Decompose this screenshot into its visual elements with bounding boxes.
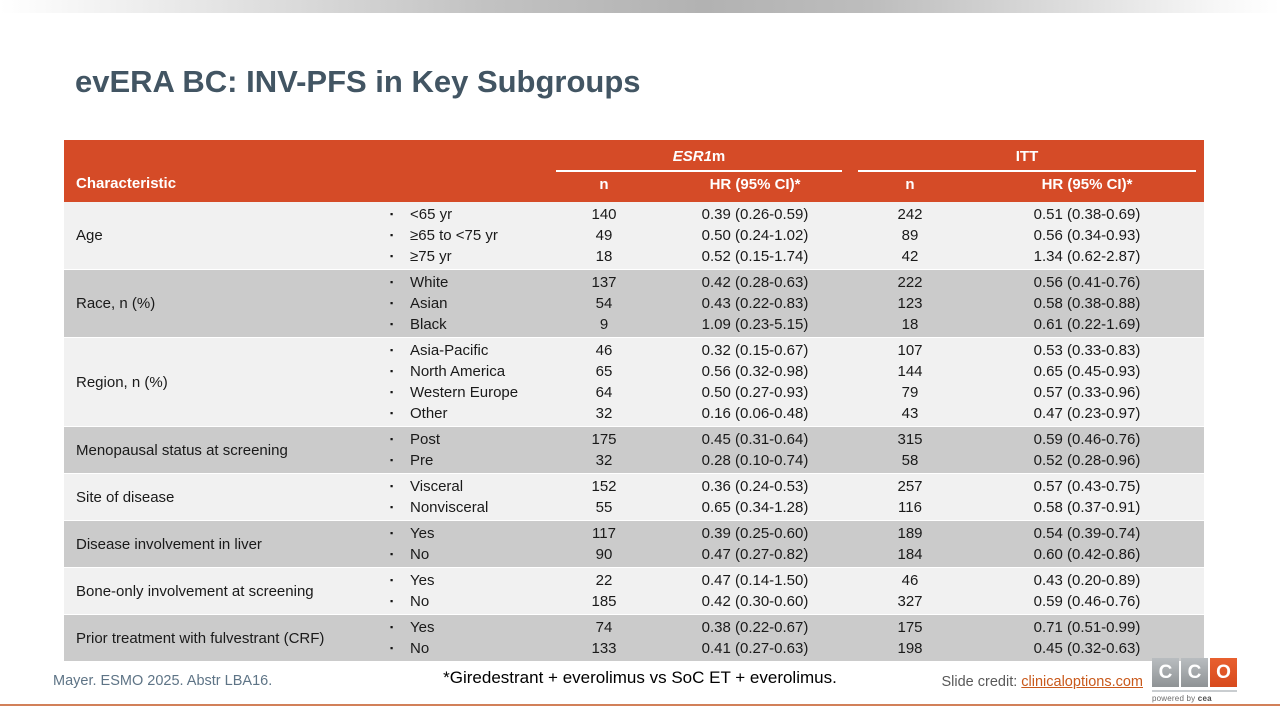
value-line: 0.43 (0.22-0.83) [701,295,809,312]
square-bullet-icon: ▪ [390,345,394,355]
itt-hr-cell [970,568,1204,615]
square-bullet-icon: ▪ [390,549,394,559]
value-line: 137 [591,274,617,291]
subgroup-line [390,638,548,659]
subgroup-label: North America [410,363,506,380]
value-line: 90 [595,546,613,563]
value-line: 242 [897,206,923,223]
subgroup-label: Nonvisceral [410,499,489,516]
logo-letter-c: C [1181,658,1208,687]
subgroup-label: Yes [410,525,435,542]
characteristic-cell: Race, n (%) [76,295,156,312]
value-line: 0.42 (0.30-0.60) [701,593,809,610]
value-line: 18 [901,316,919,333]
table-row [64,338,1204,427]
value-line: 222 [897,274,923,291]
value-line: 49 [595,227,613,244]
subgroup-line [390,382,548,403]
value-line: 175 [591,431,617,448]
value-line: 0.43 (0.20-0.89) [1033,572,1141,589]
value-line: 0.56 (0.32-0.98) [701,363,809,380]
value-line: 64 [595,384,613,401]
value-line: 0.53 (0.33-0.83) [1033,342,1141,359]
value-line: 0.52 (0.28-0.96) [1033,452,1141,469]
value-line: 0.65 (0.34-1.28) [701,499,809,516]
page-title: evERA BC: INV-PFS in Key Subgroups [75,64,641,99]
value-line: 184 [897,546,923,563]
value-line: 0.57 (0.33-0.96) [1033,384,1141,401]
value-line: 22 [595,572,613,589]
subgroup-cell [390,615,548,662]
itt-hr-cell [970,338,1204,427]
itt-hr-cell [970,270,1204,338]
esr1m-n-cell [548,615,660,662]
logo-divider [1152,690,1237,692]
value-line: 0.58 (0.38-0.88) [1033,295,1141,312]
value-line: 117 [592,525,616,542]
subgroup-label: Post [410,431,441,448]
itt-hr-cell [970,521,1204,568]
column-header-itt-n: n [850,172,970,202]
value-line: 0.60 (0.42-0.86) [1033,546,1141,563]
value-line: 0.50 (0.27-0.93) [701,384,809,401]
itt-hr-cell [970,427,1204,474]
square-bullet-icon: ▪ [390,455,394,465]
value-line: 152 [591,478,617,495]
esr1m-hr-cell [660,615,850,662]
value-line: 0.58 (0.37-0.91) [1033,499,1141,516]
subgroup-line [390,204,548,225]
esr1m-hr-cell [660,427,850,474]
table-row [64,270,1204,338]
subgroup-line [390,293,548,314]
value-line: 0.71 (0.51-0.99) [1033,619,1141,636]
value-line: 0.51 (0.38-0.69) [1033,206,1141,223]
subgroup-label: Pre [410,452,434,469]
top-gradient-bar [0,0,1280,13]
value-line: 0.41 (0.27-0.63) [701,640,809,657]
subgroup-line [390,544,548,565]
subgroup-label: Yes [410,572,435,589]
value-line: 0.16 (0.06-0.48) [701,405,809,422]
value-line: 54 [595,295,613,312]
table-row [64,615,1204,662]
subgroup-label: Yes [410,619,435,636]
value-line: 107 [897,342,923,359]
logo-tagline: powered by cea [1152,694,1212,703]
value-line: 0.39 (0.25-0.60) [701,525,809,542]
characteristic-cell: Prior treatment with fulvestrant (CRF) [76,629,325,647]
value-line: 58 [901,452,919,469]
value-line: 46 [595,342,613,359]
subgroup-line [390,272,548,293]
value-line: 0.59 (0.46-0.76) [1033,431,1141,448]
footnote-text: *Giredestrant + everolimus vs SoC ET + everolimus. [443,668,837,687]
esr1m-hr-cell [660,202,850,270]
square-bullet-icon: ▪ [390,481,394,491]
value-line: 140 [591,206,617,223]
value-line: 0.59 (0.46-0.76) [1033,593,1141,610]
value-line: 0.36 (0.24-0.53) [701,478,809,495]
subgroup-label: Asia-Pacific [410,342,489,359]
square-bullet-icon: ▪ [390,596,394,606]
square-bullet-icon: ▪ [390,298,394,308]
table-row [64,568,1204,615]
subgroup-label: White [410,274,449,291]
esr1m-hr-cell [660,474,850,521]
value-line: 0.39 (0.26-0.59) [701,206,809,223]
subgroup-label: Black [410,316,447,333]
esr1-italic-label: ESR1 [672,148,712,165]
group-header-itt [850,140,1204,172]
value-line: 42 [901,248,919,265]
square-bullet-icon: ▪ [390,643,394,653]
itt-n-cell [850,474,970,521]
square-bullet-icon: ▪ [390,408,394,418]
cco-logo [1152,658,1252,703]
value-line: 55 [595,499,613,516]
value-line: 0.61 (0.22-1.69) [1033,316,1141,333]
subgroup-label: ≥65 to <75 yr [410,227,498,244]
logo-letter-c: C [1152,658,1179,687]
value-line: 257 [897,478,923,495]
value-line: 0.47 (0.23-0.97) [1033,405,1141,422]
value-line: 89 [901,227,919,244]
citation-text: Mayer. ESMO 2025. Abstr LBA16. [53,673,273,689]
slide-credit-link[interactable]: clinicaloptions.com [1021,674,1143,690]
value-line: 0.56 (0.34-0.93) [1033,227,1141,244]
itt-n-cell [850,338,970,427]
characteristic-cell: Disease involvement in liver [76,535,262,553]
table-row [64,521,1204,568]
square-bullet-icon: ▪ [390,502,394,512]
subgroup-label: Other [410,405,448,422]
itt-n-cell [850,615,970,662]
characteristic-cell: Menopausal status at screening [76,441,288,459]
value-line: 43 [901,405,919,422]
column-header-esr1m-hr: HR (95% CI)* [660,172,850,202]
column-header-itt-hr: HR (95% CI)* [970,172,1204,202]
esr1m-suffix: m [711,148,726,165]
subgroup-cell [390,427,548,474]
value-line: 0.52 (0.15-1.74) [701,248,809,265]
table-row [64,202,1204,270]
subgroup-line [390,450,548,471]
esr1m-n-cell [548,474,660,521]
subgroup-line [390,617,548,638]
column-header-subgroup-spacer [390,140,548,202]
subgroup-line [390,476,548,497]
square-bullet-icon: ▪ [390,528,394,538]
esr1m-n-cell [548,427,660,474]
value-line: 46 [901,572,919,589]
value-line: 175 [897,619,923,636]
subgroups-table-container [64,140,1204,662]
value-line: 0.47 (0.27-0.82) [701,546,809,563]
value-line: 315 [897,431,923,448]
subgroup-cell [390,338,548,427]
itt-hr-cell [970,202,1204,270]
square-bullet-icon: ▪ [390,434,394,444]
cco-logo-squares [1152,658,1252,687]
value-line: 0.42 (0.28-0.63) [701,274,809,291]
subgroup-line [390,225,548,246]
esr1m-hr-cell [660,521,850,568]
characteristic-cell: Region, n (%) [76,373,168,391]
table-body [64,202,1204,662]
logo-letter-o: O [1210,658,1237,687]
esr1m-hr-cell [660,338,850,427]
value-line: 1.09 (0.23-5.15) [701,316,809,333]
subgroup-line [390,361,548,382]
value-line: 32 [595,452,613,469]
value-line: 189 [897,525,923,542]
subgroups-table [64,140,1204,662]
square-bullet-icon: ▪ [390,209,394,219]
itt-label: ITT [1015,148,1039,165]
subgroup-label: Asian [410,295,448,312]
value-line: 0.54 (0.39-0.74) [1033,525,1141,542]
column-header-esr1m-n: n [548,172,660,202]
subgroup-cell [390,202,548,270]
esr1m-hr-cell [660,568,850,615]
group-header-esr1m [548,140,850,172]
value-line: 0.45 (0.32-0.63) [1033,640,1141,657]
value-line: 327 [897,593,923,610]
square-bullet-icon: ▪ [390,387,394,397]
subgroup-label: <65 yr [410,206,453,223]
value-line: 18 [595,248,613,265]
value-line: 0.57 (0.43-0.75) [1033,478,1141,495]
value-line: 0.38 (0.22-0.67) [701,619,809,636]
square-bullet-icon: ▪ [390,366,394,376]
value-line: 74 [595,619,613,636]
value-line: 1.34 (0.62-2.87) [1033,248,1141,265]
esr1m-n-cell [548,521,660,568]
table-header [64,140,1204,202]
subgroup-line [390,246,548,267]
value-line: 32 [595,405,613,422]
itt-n-cell [850,270,970,338]
subgroup-label: Visceral [410,478,464,495]
esr1m-n-cell [548,568,660,615]
itt-n-cell [850,202,970,270]
esr1m-n-cell [548,202,660,270]
subgroup-line [390,314,548,335]
table-row [64,474,1204,521]
value-line: 0.32 (0.15-0.67) [701,342,809,359]
characteristic-cell: Site of disease [76,488,175,506]
subgroup-line [390,340,548,361]
subgroup-line [390,570,548,591]
subgroup-cell [390,474,548,521]
subgroup-label: No [410,640,430,657]
itt-n-cell [850,568,970,615]
square-bullet-icon: ▪ [390,622,394,632]
value-line: 185 [591,593,617,610]
square-bullet-icon: ▪ [390,575,394,585]
value-line: 0.50 (0.24-1.02) [701,227,809,244]
value-line: 0.45 (0.31-0.64) [701,431,809,448]
subgroup-label: Western Europe [410,384,519,401]
square-bullet-icon: ▪ [390,319,394,329]
table-row [64,427,1204,474]
subgroup-line [390,523,548,544]
square-bullet-icon: ▪ [390,230,394,240]
characteristic-cell: Bone-only involvement at screening [76,582,314,600]
slide-credit [942,674,1144,690]
square-bullet-icon: ▪ [390,251,394,261]
subgroup-line [390,591,548,612]
itt-hr-cell [970,615,1204,662]
column-header-characteristic: Characteristic [64,140,390,202]
subgroup-label: ≥75 yr [410,248,452,265]
value-line: 79 [901,384,919,401]
value-line: 123 [897,295,923,312]
square-bullet-icon: ▪ [390,277,394,287]
esr1m-n-cell [548,338,660,427]
value-line: 0.65 (0.45-0.93) [1033,363,1141,380]
value-line: 9 [599,316,609,333]
bottom-accent-rule [0,704,1280,706]
subgroup-cell [390,521,548,568]
characteristic-cell: Age [76,227,103,244]
value-line: 133 [591,640,617,657]
subgroup-line [390,497,548,518]
subgroup-line [390,429,548,450]
value-line: 65 [595,363,613,380]
subgroup-label: No [410,593,430,610]
itt-n-cell [850,521,970,568]
value-line: 116 [898,499,922,516]
esr1m-n-cell [548,270,660,338]
itt-n-cell [850,427,970,474]
subgroup-cell [390,568,548,615]
value-line: 0.47 (0.14-1.50) [701,572,809,589]
subgroup-label: No [410,546,430,563]
value-line: 0.28 (0.10-0.74) [701,452,809,469]
itt-hr-cell [970,474,1204,521]
value-line: 0.56 (0.41-0.76) [1033,274,1141,291]
subgroup-line [390,403,548,424]
subgroup-cell [390,270,548,338]
slide-credit-label: Slide credit: [941,674,1022,690]
esr1m-hr-cell [660,270,850,338]
value-line: 198 [897,640,923,657]
value-line: 144 [897,363,923,380]
